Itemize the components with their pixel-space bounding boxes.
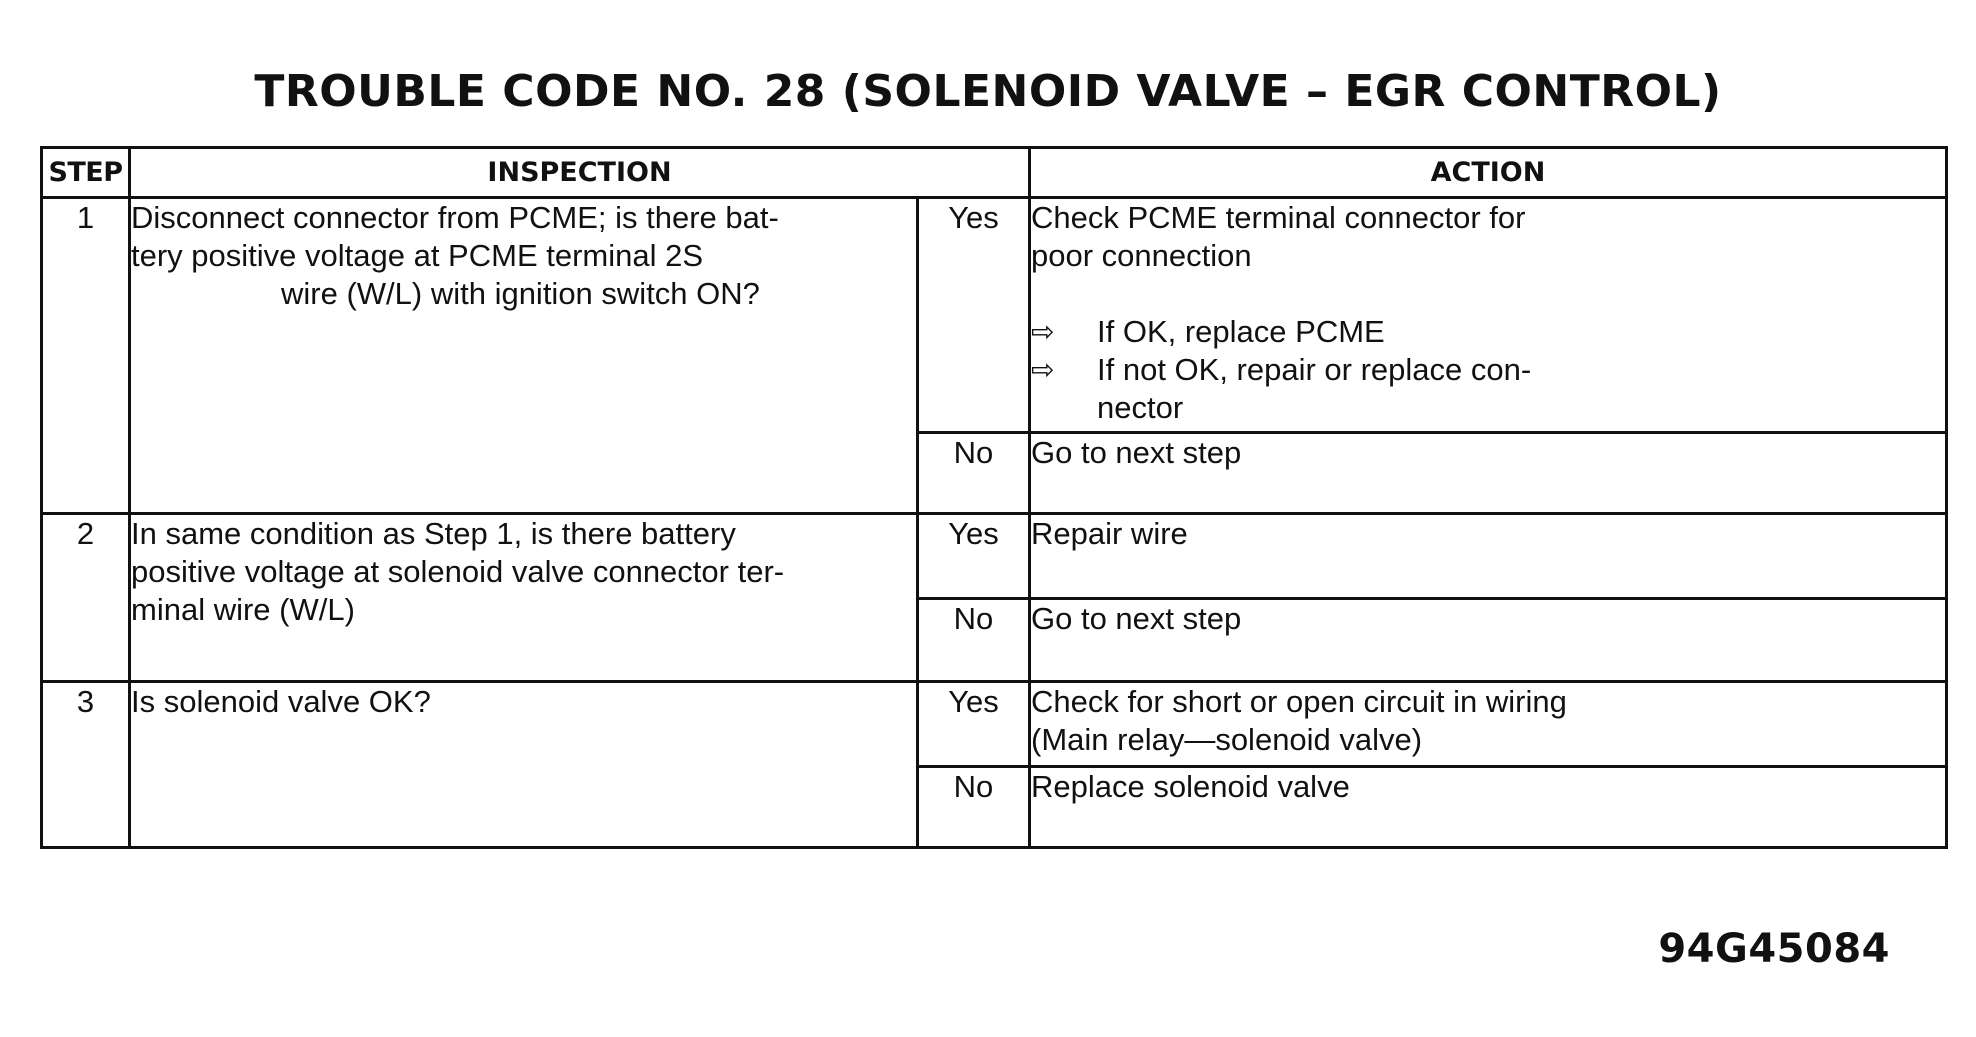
table-header-row xyxy=(42,148,1947,198)
bullet-line: If OK, replace PCME xyxy=(1097,314,1385,349)
action-line: Go to next step xyxy=(1031,601,1242,636)
yes-label: Yes xyxy=(918,514,1030,599)
step-2-yes-action xyxy=(1030,514,1947,599)
inspection-column-header: INSPECTION xyxy=(130,148,1030,198)
bullet-line: nector xyxy=(1097,390,1184,425)
yes-label: Yes xyxy=(918,198,1030,433)
step-3-yes-action xyxy=(1030,682,1947,767)
no-label: No xyxy=(918,767,1030,848)
step-2-no-action xyxy=(1030,599,1947,682)
no-label: No xyxy=(918,433,1030,514)
inspection-line: In same condition as Step 1, is there battery xyxy=(131,516,736,551)
step-number: 1 xyxy=(42,198,130,514)
action-line: Repair wire xyxy=(1031,516,1188,551)
inspection-line: tery positive voltage at PCME terminal 2S xyxy=(131,238,704,273)
inspection-line: minal wire (W/L) xyxy=(131,592,355,627)
inspection-line: Disconnect connector from PCME; is there bat- xyxy=(131,200,779,235)
step-2-yes-row xyxy=(42,514,1947,599)
step-1-inspection xyxy=(130,198,918,514)
step-2-inspection xyxy=(130,514,918,682)
inspection-line: positive voltage at solenoid valve connector ter- xyxy=(131,554,785,589)
figure-code: 94G45084 xyxy=(1658,926,1890,972)
yes-label: Yes xyxy=(918,682,1030,767)
trouble-code-table xyxy=(40,146,1948,849)
action-line: (Main relay—solenoid valve) xyxy=(1031,722,1423,757)
action-bullet xyxy=(1031,351,1945,427)
right-arrow-icon: ⇨ xyxy=(1031,316,1055,347)
inspection-line: wire (W/L) with ignition switch ON? xyxy=(281,276,760,311)
bullet-text xyxy=(1097,351,1531,427)
no-label: No xyxy=(918,599,1030,682)
step-1-yes-row xyxy=(42,198,1947,433)
page-title: TROUBLE CODE NO. 28 (SOLENOID VALVE – EGR CONTROL) xyxy=(254,66,1722,117)
step-1-yes-action xyxy=(1030,198,1947,433)
step-number: 2 xyxy=(42,514,130,682)
step-1-no-action xyxy=(1030,433,1947,514)
step-number: 3 xyxy=(42,682,130,848)
inspection-line: Is solenoid valve OK? xyxy=(131,684,431,719)
action-line: Replace solenoid valve xyxy=(1031,769,1350,804)
step-column-header: STEP xyxy=(42,148,130,198)
action-line: Check PCME terminal connector for xyxy=(1031,200,1526,235)
action-line: Check for short or open circuit in wiring xyxy=(1031,684,1567,719)
step-3-no-action xyxy=(1030,767,1947,848)
action-bullet xyxy=(1031,313,1945,351)
right-arrow-icon: ⇨ xyxy=(1031,354,1055,385)
bullet-line: If not OK, repair or replace con- xyxy=(1097,352,1532,387)
action-line: Go to next step xyxy=(1031,435,1242,470)
bullet-text xyxy=(1097,313,1385,351)
action-line: poor connection xyxy=(1031,238,1252,273)
action-column-header: ACTION xyxy=(1030,148,1947,198)
step-3-inspection xyxy=(130,682,918,848)
step-3-yes-row xyxy=(42,682,1947,767)
